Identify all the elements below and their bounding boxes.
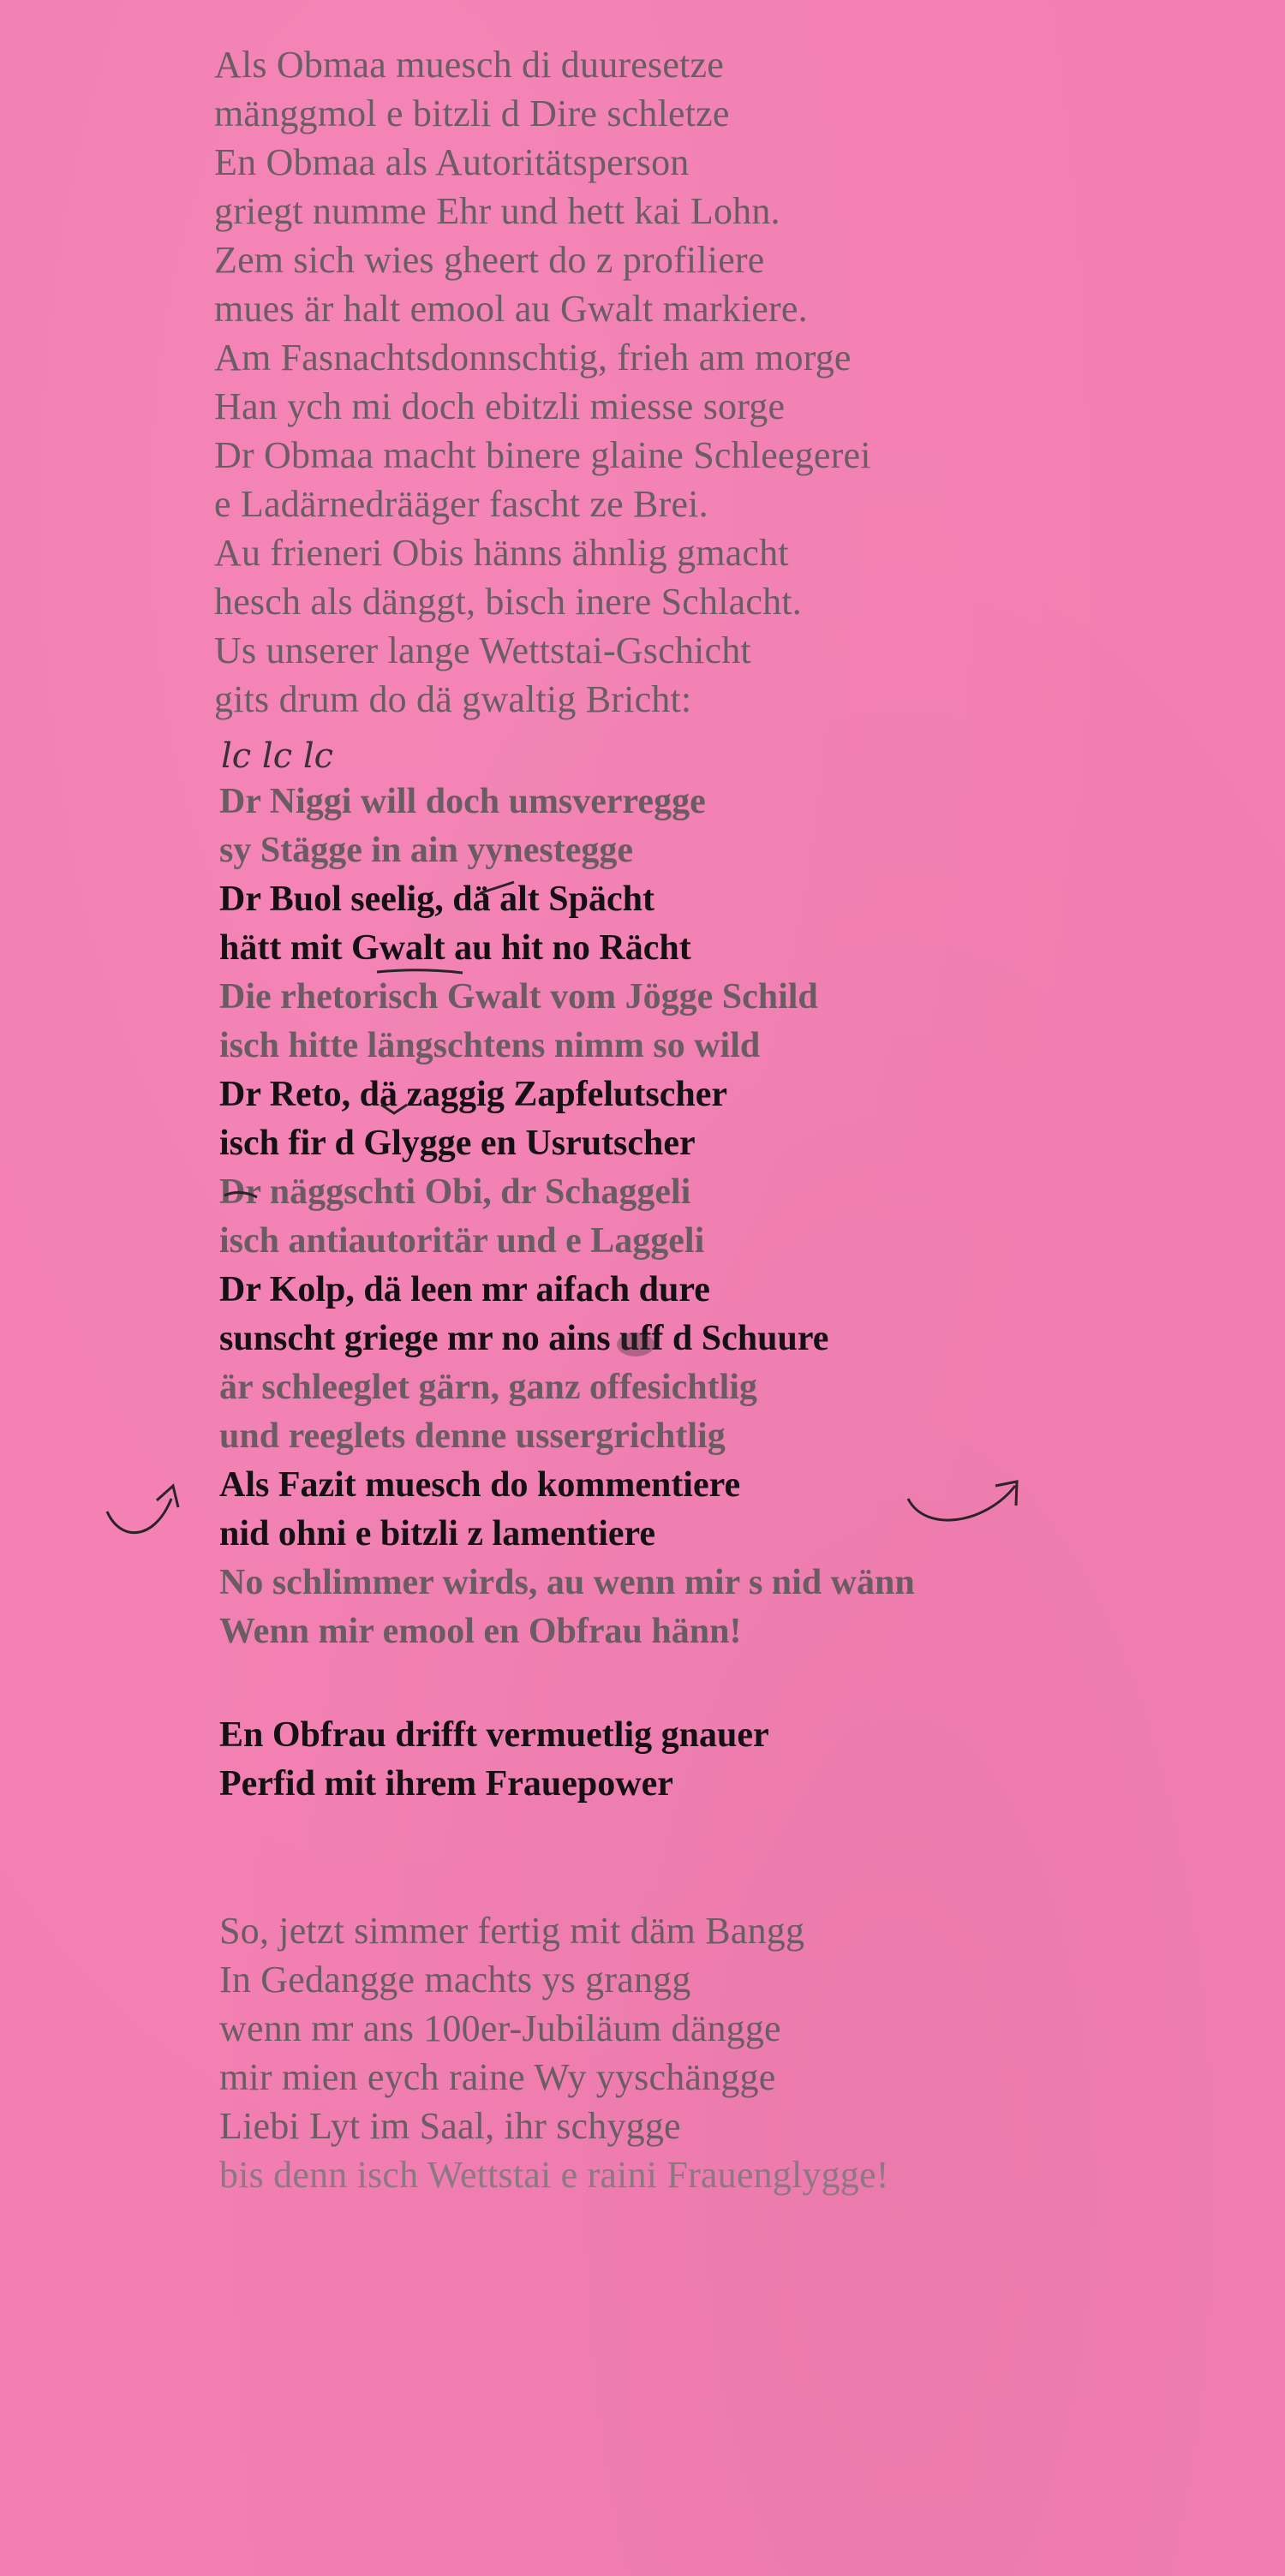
- verse-line: Als Fazit muesch do kommentiere: [219, 1465, 741, 1505]
- right-arrow-mark: [908, 1486, 1015, 1520]
- verse-line: Als Obmaa muesch di duuresetze: [214, 44, 724, 86]
- verse-line: und reeglets denne ussergrichtlig: [219, 1416, 726, 1456]
- verse-line: Dr Kolp, dä leen mr aifach dure: [219, 1270, 710, 1309]
- verse-line: Liebi Lyt im Saal, ihr schygge: [219, 2105, 681, 2147]
- underline-mark: [377, 970, 463, 973]
- verse-line: är schleeglet gärn, ganz offesichtlig: [219, 1368, 757, 1407]
- verse-line: griegt numme Ehr und hett kai Lohn.: [214, 190, 780, 232]
- verse-line: In Gedangge machts ys grangg: [219, 1959, 691, 2001]
- verse-line: No schlimmer wirds, au wenn mir s nid wänn: [219, 1563, 915, 1602]
- verse-line: Zem sich wies gheert do z profiliere: [214, 239, 765, 281]
- verse-line: Dr Reto, dä zaggig Zapfelutscher: [219, 1075, 727, 1114]
- verse-line: Dr Obmaa macht binere glaine Schleegerei: [214, 434, 871, 476]
- verse-line: isch fir d Glygge en Usrutscher: [219, 1124, 696, 1163]
- verse-line: So, jetzt simmer fertig mit däm Bangg: [219, 1910, 805, 1952]
- verse-line: mir mien eych raine Wy yyschängge: [219, 2056, 776, 2098]
- verse-line: isch antiautoritär und e Laggeli: [219, 1221, 705, 1261]
- verse-line: sy Stägge in ain yynestegge: [219, 831, 633, 870]
- verse-line: isch hitte längschtens nimm so wild: [219, 1026, 761, 1065]
- verse-line: Us unserer lange Wettstai-Gschicht: [214, 629, 751, 671]
- verse-line: Am Fasnachtsdonnschtig, frieh am morge: [214, 337, 852, 379]
- verse-line: Dr Niggi will doch umsverregge: [219, 782, 706, 821]
- verse-line: gits drum do dä gwaltig Bricht:: [214, 678, 692, 720]
- verse-line: hätt mit Gwalt au hit no Rächt: [219, 928, 691, 968]
- verse-line: Die rhetorisch Gwalt vom Jögge Schild: [219, 977, 818, 1017]
- verse-line: Au frieneri Obis hänns ähnlig gmacht: [214, 532, 789, 574]
- verse-line: e Ladärnedrääger fascht ze Brei.: [214, 483, 708, 525]
- right-arrowhead-mark: [995, 1482, 1017, 1506]
- verse-line: Han ych mi doch ebitzli miesse sorge: [214, 385, 786, 427]
- verse-line: Perfid mit ihrem Frauepower: [219, 1764, 673, 1804]
- verse-line: Wenn mir emool en Obfrau hänn!: [219, 1612, 742, 1651]
- left-arrowhead-mark: [157, 1486, 178, 1507]
- verse-line: En Obmaa als Autoritätsperson: [214, 141, 690, 183]
- verse-line: sunscht griege mr no ains uff d Schuure: [219, 1319, 829, 1358]
- verse-line: mues är halt emool au Gwalt markiere.: [214, 288, 808, 330]
- handwritten-note: lc lc lc: [221, 736, 334, 776]
- verse-line: bis denn isch Wettstai e raini Frauenglygge!: [219, 2154, 889, 2196]
- verse-line: hesch als dänggt, bisch inere Schlacht.: [214, 581, 802, 623]
- verse-line: nid ohni e bitzli z lamentiere: [219, 1514, 656, 1553]
- left-arrow-mark: [107, 1499, 171, 1533]
- verse-line: Dr näggschti Obi, dr Schaggeli: [219, 1172, 691, 1212]
- verse-line: En Obfrau drifft vermuetlig gnauer: [219, 1715, 769, 1755]
- verse-line: Dr Buol seelig, dä alt Spächt: [219, 880, 654, 919]
- verse-line: wenn mr ans 100er-Jubiläum dängge: [219, 2007, 781, 2049]
- verse-line: mänggmol e bitzli d Dire schletze: [214, 92, 730, 134]
